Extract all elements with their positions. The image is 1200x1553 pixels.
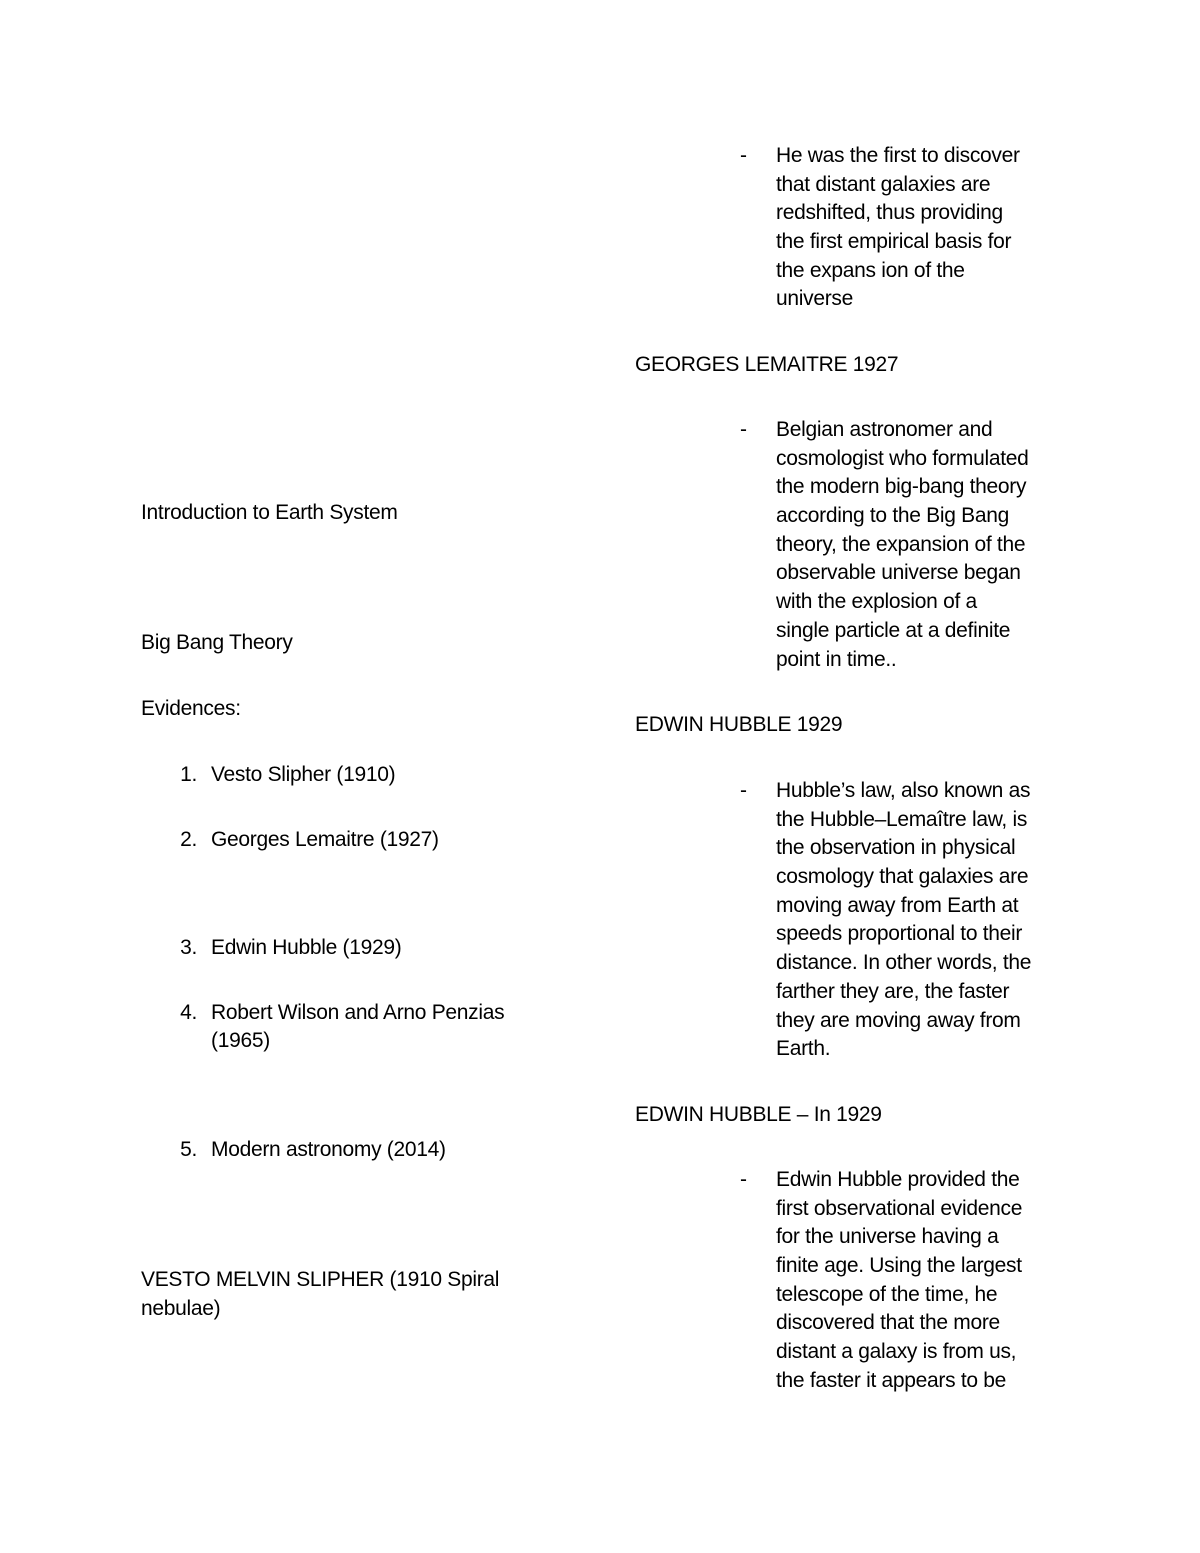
bullet-line: observable universe began (776, 561, 1021, 585)
list-number: 5. (180, 1138, 197, 1161)
bullet-line: Hubble’s law, also known as (776, 779, 1031, 802)
bullet-line: distance. In other words, the (776, 951, 1032, 975)
hubble-heading-2: EDWIN HUBBLE – In 1929 (635, 1103, 882, 1126)
bullet-dash: - (740, 1168, 747, 1191)
bullet-line: telescope of the time, he (776, 1282, 998, 1306)
bullet-line: first observational evidence (776, 1196, 1023, 1220)
bullet-line: with the explosion of a (776, 590, 977, 614)
bullet-line: distant a galaxy is from us, (776, 1340, 1017, 1364)
heading-line: VESTO MELVIN SLIPHER (1910 Spiral (141, 1268, 500, 1291)
list-item-text: Modern astronomy (2014) (211, 1138, 446, 1161)
bullet-line: redshifted, thus providing (776, 201, 1003, 225)
bullet-line: discovered that the more (776, 1311, 1000, 1335)
bullet-line: that distant galaxies are (776, 172, 991, 196)
list-item-text: Edwin Hubble (1929) (211, 936, 402, 959)
bullet-line: Belgian astronomer and (776, 418, 993, 441)
bullet-dash: - (740, 144, 747, 167)
intro-title: Introduction to Earth System (141, 501, 398, 524)
bullet-line: the Hubble–Lemaître law, is (776, 807, 1028, 831)
bullet-line: universe (776, 287, 853, 311)
slipher-bullet (776, 142, 1020, 314)
bullet-line: farther they are, the faster (776, 979, 1010, 1003)
bullet-line: cosmology that galaxies are (776, 865, 1029, 889)
bullet-line: the expans ion of the (776, 258, 965, 282)
bullet-line: Earth. (776, 1037, 831, 1061)
hubble-bullet-1 (776, 777, 1031, 1064)
heading-line: nebulae) (141, 1296, 221, 1320)
list-number: 3. (180, 936, 197, 959)
bullet-line: He was the first to discover (776, 144, 1020, 167)
bullet-line: according to the Big Bang (776, 504, 1009, 528)
bullet-line: they are moving away from (776, 1008, 1021, 1032)
bullet-line: for the universe having a (776, 1225, 999, 1249)
list-item-text: Vesto Slipher (1910) (211, 763, 396, 786)
list-item-text: Georges Lemaitre (1927) (211, 828, 439, 851)
bullet-dash: - (740, 779, 747, 802)
list-item-text: Robert Wilson and Arno Penzias (211, 1001, 505, 1024)
bullet-line: Edwin Hubble provided the (776, 1168, 1020, 1191)
bullet-line: speeds proportional to their (776, 922, 1023, 946)
list-number: 1. (180, 763, 197, 786)
bullet-dash: - (740, 418, 747, 441)
bullet-line: cosmologist who formulated (776, 446, 1029, 470)
slipher-heading (141, 1266, 499, 1323)
bullet-line: the first empirical basis for (776, 230, 1012, 254)
evidences-label: Evidences: (141, 697, 241, 720)
lemaitre-heading: GEORGES LEMAITRE 1927 (635, 353, 899, 376)
list-item-text: (1965) (211, 1029, 270, 1052)
bullet-line: the observation in physical (776, 836, 1016, 860)
bullet-line: the faster it appears to be (776, 1368, 1007, 1392)
bullet-line: the modern big-bang theory (776, 475, 1027, 499)
bullet-line: single particle at a definite (776, 618, 1011, 642)
section-title: Big Bang Theory (141, 631, 293, 654)
bullet-line: point in time.. (776, 647, 897, 671)
hubble-bullet-2 (776, 1166, 1022, 1396)
list-number: 2. (180, 828, 197, 851)
list-number: 4. (180, 1001, 197, 1024)
hubble-heading-1: EDWIN HUBBLE 1929 (635, 713, 843, 736)
bullet-line: finite age. Using the largest (776, 1254, 1022, 1278)
lemaitre-bullet (776, 416, 1029, 674)
bullet-line: moving away from Earth at (776, 893, 1019, 917)
bullet-line: theory, the expansion of the (776, 532, 1026, 556)
